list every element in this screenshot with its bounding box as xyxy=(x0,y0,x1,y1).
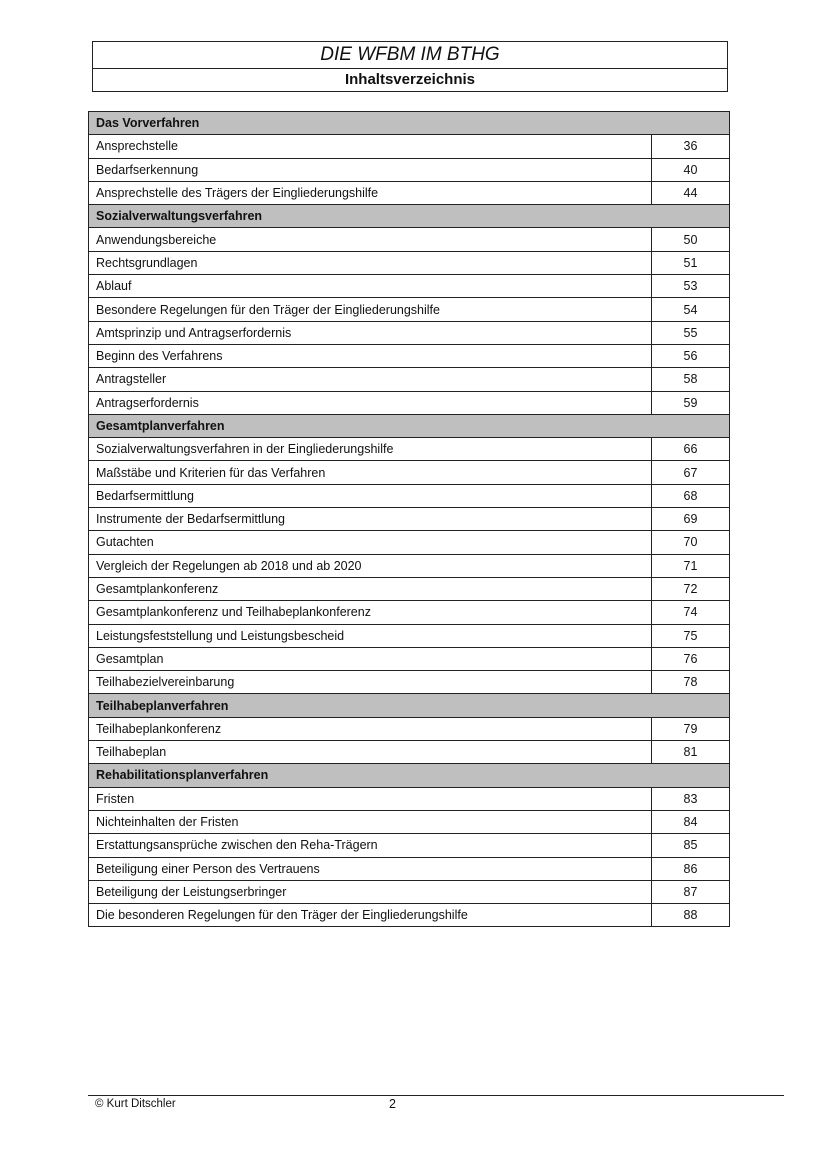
entry-label: Beteiligung einer Person des Vertrauens xyxy=(89,857,652,880)
entry-label: Fristen xyxy=(89,787,652,810)
entry-page-number: 36 xyxy=(652,135,730,158)
entry-label: Vergleich der Regelungen ab 2018 und ab 2020 xyxy=(89,554,652,577)
entry-page-number: 40 xyxy=(652,158,730,181)
entry-page-number: 87 xyxy=(652,880,730,903)
entry-label: Besondere Regelungen für den Träger der Eingliederungshilfe xyxy=(89,298,652,321)
entry-page-number: 78 xyxy=(652,671,730,694)
toc-entry[interactable] xyxy=(89,601,730,624)
toc-entry[interactable] xyxy=(89,717,730,740)
toc-entry[interactable] xyxy=(89,904,730,927)
section-title: Sozialverwaltungsverfahren xyxy=(89,205,730,228)
toc-entry[interactable] xyxy=(89,158,730,181)
entry-label: Teilhabezielvereinbarung xyxy=(89,671,652,694)
entry-label: Bedarfserkennung xyxy=(89,158,652,181)
entry-label: Antragsteller xyxy=(89,368,652,391)
footer-divider xyxy=(88,1095,784,1096)
toc-entry[interactable] xyxy=(89,810,730,833)
section-title: Das Vorverfahren xyxy=(89,112,730,135)
toc-section-header xyxy=(89,694,730,717)
section-title: Rehabilitationsplanverfahren xyxy=(89,764,730,787)
toc-entry[interactable] xyxy=(89,834,730,857)
toc-entry[interactable] xyxy=(89,857,730,880)
document-title: DIE WFBM IM BTHG xyxy=(93,42,727,69)
entry-label: Leistungsfeststellung und Leistungsbescheid xyxy=(89,624,652,647)
entry-page-number: 53 xyxy=(652,275,730,298)
toc-body xyxy=(89,112,730,927)
entry-page-number: 69 xyxy=(652,508,730,531)
entry-label: Teilhabeplankonferenz xyxy=(89,717,652,740)
entry-page-number: 81 xyxy=(652,741,730,764)
entry-label: Bedarfsermittlung xyxy=(89,484,652,507)
entry-page-number: 56 xyxy=(652,344,730,367)
entry-label: Ansprechstelle des Trägers der Eingliederungshilfe xyxy=(89,181,652,204)
entry-label: Gesamtplan xyxy=(89,647,652,670)
toc-entry[interactable] xyxy=(89,438,730,461)
section-title: Gesamtplanverfahren xyxy=(89,414,730,437)
entry-page-number: 70 xyxy=(652,531,730,554)
entry-page-number: 72 xyxy=(652,577,730,600)
entry-label: Erstattungsansprüche zwischen den Reha-Trägern xyxy=(89,834,652,857)
entry-label: Gutachten xyxy=(89,531,652,554)
entry-page-number: 68 xyxy=(652,484,730,507)
toc-entry[interactable] xyxy=(89,624,730,647)
toc-entry[interactable] xyxy=(89,647,730,670)
toc-entry[interactable] xyxy=(89,787,730,810)
toc-entry[interactable] xyxy=(89,484,730,507)
toc-entry[interactable] xyxy=(89,880,730,903)
entry-page-number: 58 xyxy=(652,368,730,391)
entry-label: Sozialverwaltungsverfahren in der Eingliederungshilfe xyxy=(89,438,652,461)
footer-page-number: 2 xyxy=(389,1097,396,1111)
entry-page-number: 85 xyxy=(652,834,730,857)
toc-entry[interactable] xyxy=(89,251,730,274)
entry-page-number: 55 xyxy=(652,321,730,344)
section-title: Teilhabeplanverfahren xyxy=(89,694,730,717)
entry-label: Ablauf xyxy=(89,275,652,298)
entry-label: Rechtsgrundlagen xyxy=(89,251,652,274)
entry-page-number: 83 xyxy=(652,787,730,810)
entry-page-number: 79 xyxy=(652,717,730,740)
entry-page-number: 44 xyxy=(652,181,730,204)
entry-page-number: 71 xyxy=(652,554,730,577)
entry-page-number: 66 xyxy=(652,438,730,461)
toc-section-header xyxy=(89,112,730,135)
entry-page-number: 84 xyxy=(652,810,730,833)
toc-entry[interactable] xyxy=(89,671,730,694)
toc-entry[interactable] xyxy=(89,275,730,298)
toc-entry[interactable] xyxy=(89,298,730,321)
toc-entry[interactable] xyxy=(89,741,730,764)
toc-entry[interactable] xyxy=(89,321,730,344)
toc-entry[interactable] xyxy=(89,461,730,484)
document-title-box xyxy=(92,41,728,92)
toc-entry[interactable] xyxy=(89,531,730,554)
entry-label: Maßstäbe und Kriterien für das Verfahren xyxy=(89,461,652,484)
entry-label: Die besonderen Regelungen für den Träger der Eingliederungshilfe xyxy=(89,904,652,927)
entry-page-number: 86 xyxy=(652,857,730,880)
entry-page-number: 76 xyxy=(652,647,730,670)
entry-label: Teilhabeplan xyxy=(89,741,652,764)
entry-page-number: 75 xyxy=(652,624,730,647)
entry-label: Instrumente der Bedarfsermittlung xyxy=(89,508,652,531)
toc-entry[interactable] xyxy=(89,344,730,367)
entry-label: Beteiligung der Leistungserbringer xyxy=(89,880,652,903)
entry-page-number: 54 xyxy=(652,298,730,321)
toc-entry[interactable] xyxy=(89,135,730,158)
entry-label: Ansprechstelle xyxy=(89,135,652,158)
entry-label: Nichteinhalten der Fristen xyxy=(89,810,652,833)
toc-entry[interactable] xyxy=(89,181,730,204)
toc-entry[interactable] xyxy=(89,577,730,600)
entry-page-number: 74 xyxy=(652,601,730,624)
entry-label: Amtsprinzip und Antragserfordernis xyxy=(89,321,652,344)
entry-label: Beginn des Verfahrens xyxy=(89,344,652,367)
toc-section-header xyxy=(89,205,730,228)
toc-section-header xyxy=(89,414,730,437)
entry-page-number: 88 xyxy=(652,904,730,927)
toc-section-header xyxy=(89,764,730,787)
toc-entry[interactable] xyxy=(89,508,730,531)
entry-page-number: 59 xyxy=(652,391,730,414)
entry-label: Anwendungsbereiche xyxy=(89,228,652,251)
footer-copyright: © Kurt Ditschler xyxy=(95,1098,176,1110)
toc-entry[interactable] xyxy=(89,391,730,414)
entry-page-number: 67 xyxy=(652,461,730,484)
entry-page-number: 51 xyxy=(652,251,730,274)
entry-page-number: 50 xyxy=(652,228,730,251)
entry-label: Gesamtplankonferenz und Teilhabeplankonferenz xyxy=(89,601,652,624)
table-of-contents xyxy=(88,111,730,927)
toc-entry[interactable] xyxy=(89,228,730,251)
entry-label: Antragserfordernis xyxy=(89,391,652,414)
toc-entry[interactable] xyxy=(89,554,730,577)
document-subtitle: Inhaltsverzeichnis xyxy=(344,71,476,88)
toc-entry[interactable] xyxy=(89,368,730,391)
entry-label: Gesamtplankonferenz xyxy=(89,577,652,600)
